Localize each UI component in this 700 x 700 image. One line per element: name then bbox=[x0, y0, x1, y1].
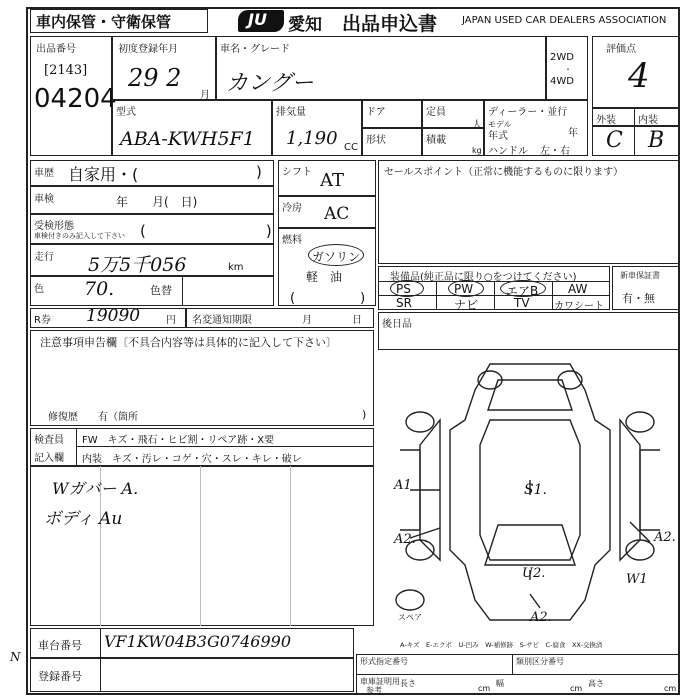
notes-grid-v3 bbox=[290, 466, 291, 626]
note-line-1: Wガバー A. bbox=[52, 479, 139, 498]
sales-point-label: セールスポイント（正常に機能するものに限ります） bbox=[384, 167, 624, 178]
inspector-divider bbox=[76, 428, 77, 466]
color-change-label: 色替 bbox=[150, 284, 172, 297]
notes-grid-v2 bbox=[200, 466, 201, 626]
spec-ref: 参考 bbox=[366, 686, 382, 695]
diag-s1: S1. bbox=[524, 482, 547, 498]
handle-label: ハンドル bbox=[488, 146, 528, 157]
eq-navi: ナビ bbox=[454, 298, 479, 312]
capacity-unit: 人 bbox=[472, 120, 482, 131]
diag-a2-left: A2. bbox=[394, 532, 416, 547]
first-reg-label: 初度登録年月 bbox=[118, 44, 178, 55]
fuel-paren: ( ) bbox=[290, 291, 366, 306]
eq-divider-v2 bbox=[494, 281, 495, 310]
eq-ps-circle bbox=[390, 280, 424, 297]
lot-bracket: [2143] bbox=[44, 63, 88, 78]
ext-int-divider bbox=[634, 108, 635, 156]
fuel-diesel: 軽 油 bbox=[306, 270, 343, 284]
name-change-month: 月 bbox=[302, 315, 312, 326]
load-label: 積載 bbox=[426, 135, 446, 146]
first-reg-unit: 月 bbox=[200, 90, 210, 101]
spec-length-cm: cm bbox=[478, 684, 491, 693]
model-label: 車名・グレード bbox=[220, 44, 290, 55]
spec-length: 長さ bbox=[400, 679, 416, 688]
fuel-label: 燃料 bbox=[282, 235, 302, 246]
inspector-hline bbox=[76, 446, 374, 447]
wd4-label: 4WD bbox=[550, 76, 574, 87]
fw-row: FW キズ・飛石・ヒビ割・リペア跡・X要 bbox=[82, 435, 275, 446]
diag-u2: U2. bbox=[522, 566, 546, 581]
history-label: 車歴 bbox=[34, 168, 54, 179]
eq-tv: TV bbox=[514, 296, 530, 310]
mileage-value: 5万5千056 bbox=[88, 254, 187, 276]
displacement-value: 1,190 bbox=[286, 128, 338, 149]
first-reg-value: 29 2 bbox=[128, 64, 182, 92]
damage-legend: A-キズ E-エクボ U-凹み W-補修跡 S-サビ C-腐食 XX-交換済 bbox=[400, 641, 603, 649]
displacement-label: 排気量 bbox=[276, 107, 306, 118]
note-line-2: ボディ Au bbox=[44, 509, 123, 529]
chassis-label: 車台番号 bbox=[38, 639, 82, 652]
ac-value: AC bbox=[324, 204, 350, 224]
spec-width: 幅 bbox=[496, 679, 504, 688]
load-unit: kg bbox=[472, 146, 482, 155]
diag-a1: A1 bbox=[394, 478, 412, 493]
spare-label: スペア bbox=[398, 613, 422, 622]
assoc-name: JAPAN USED CAR DEALERS ASSOCIATION bbox=[462, 15, 667, 26]
mileage-unit: km bbox=[228, 262, 244, 273]
score-value: 4 bbox=[628, 56, 650, 96]
storage-title: 車内保管・守衛保管 bbox=[36, 13, 172, 31]
handle-lr: 左・右 bbox=[540, 146, 570, 157]
warranty-yesno: 有・無 bbox=[622, 292, 655, 305]
eq-divider-v1 bbox=[436, 281, 437, 310]
model-value: カングー bbox=[226, 71, 314, 96]
fuel-gasoline: ガソリン bbox=[312, 250, 361, 264]
door-label: ドア bbox=[366, 107, 386, 118]
color-label: 色 bbox=[34, 284, 44, 295]
repair-close: ) bbox=[362, 408, 367, 421]
history-close: ) bbox=[256, 163, 262, 181]
score-label: 評価点 bbox=[606, 44, 636, 55]
capacity-label: 定員 bbox=[426, 107, 446, 118]
year-type-label: 年式 bbox=[488, 131, 508, 142]
notes-label: 注意事項申告欄〔不具合内容等は具体的に記入して下さい〕 bbox=[40, 336, 337, 349]
shift-label: シフト bbox=[282, 167, 312, 178]
wd2-label: 2WD bbox=[550, 52, 574, 63]
shift-value: AT bbox=[320, 170, 345, 191]
drive-dot: ・ bbox=[564, 65, 572, 74]
history-value: 自家用・( bbox=[68, 165, 139, 184]
org-name: 愛知 bbox=[288, 15, 322, 35]
rear-seat-cell bbox=[378, 312, 680, 350]
eq-ps: PS bbox=[396, 282, 411, 296]
repair-label: 修復歴 有（箇所 bbox=[48, 412, 138, 423]
diag-a2-right: A2. bbox=[654, 530, 676, 545]
r-ticket-unit: 円 bbox=[166, 315, 176, 326]
spec-proof: 車庫証明用 bbox=[360, 677, 400, 686]
rear-seat-label: 後日品 bbox=[382, 319, 412, 330]
spec-height: 高さ bbox=[588, 679, 604, 688]
form-title: 出品申込書 bbox=[342, 13, 438, 35]
fuel-circle bbox=[308, 244, 364, 266]
name-change-label: 名変通知期限 bbox=[192, 315, 252, 326]
inspector-label: 検査員 bbox=[34, 435, 64, 446]
exterior-label: 外装 bbox=[596, 115, 616, 126]
eq-divider-v3 bbox=[552, 281, 553, 310]
interior-label: 内装 bbox=[638, 115, 658, 126]
katashiki-value: ABA-KWH5F1 bbox=[120, 128, 255, 150]
spec-vline bbox=[512, 654, 513, 674]
interior-row: 内装 キズ・汚レ・コゲ・穴・スレ・キレ・破レ bbox=[82, 454, 302, 465]
warranty-label: 新車保証書 bbox=[620, 271, 660, 280]
reg-divider bbox=[100, 658, 101, 692]
year-unit: 年 bbox=[568, 128, 578, 139]
diag-a2-bottom: A2. bbox=[530, 610, 552, 625]
eq-seat: カワシート bbox=[554, 301, 604, 312]
reception-paren: ( ) bbox=[140, 222, 272, 240]
mileage-label: 走行 bbox=[34, 252, 54, 263]
color-value: 70. bbox=[84, 278, 115, 300]
spec-hline bbox=[356, 674, 680, 675]
reception-label: 受検形態 bbox=[34, 221, 74, 232]
equipment-label: 装備品(純正品に限り○をつけてください) bbox=[390, 272, 577, 283]
side-mark: N bbox=[10, 650, 21, 664]
shape-label: 形状 bbox=[366, 135, 386, 146]
spec-height-cm: cm bbox=[664, 684, 677, 693]
eq-airbag-circle bbox=[500, 280, 546, 297]
eq-aw: AW bbox=[568, 282, 588, 296]
reception-note: 車検付きのみ記入して下さい bbox=[34, 232, 125, 240]
history-cell bbox=[30, 160, 274, 186]
lot-label: 出品番号 bbox=[36, 44, 76, 55]
spec-category: 類別区分番号 bbox=[516, 657, 564, 666]
exterior-grade: C bbox=[606, 128, 623, 153]
eq-sr: SR bbox=[396, 296, 412, 310]
spec-width-cm: cm bbox=[570, 684, 583, 693]
eq-airbag: エアB bbox=[506, 284, 539, 298]
ac-label: 冷房 bbox=[282, 203, 302, 214]
dealer-label: ディーラー・並行 bbox=[488, 107, 568, 118]
diag-w1: W1 bbox=[626, 572, 648, 587]
reg-label: 登録番号 bbox=[38, 670, 82, 683]
spec-model-no: 形式指定番号 bbox=[360, 657, 408, 666]
inspect-ym: 年 月( 日) bbox=[116, 195, 198, 209]
r-ticket-value: 19090 bbox=[86, 306, 141, 326]
chassis-divider bbox=[100, 628, 101, 658]
r-ticket-label: R券 bbox=[34, 315, 51, 326]
katashiki-label: 型式 bbox=[116, 107, 136, 118]
inspect-label: 車検 bbox=[34, 194, 54, 205]
eq-pw: PW bbox=[454, 282, 474, 296]
ju-logo-text: JU bbox=[248, 10, 267, 29]
lot-number: 04204 bbox=[34, 84, 117, 114]
color-divider bbox=[182, 276, 183, 306]
record-label: 記入欄 bbox=[34, 453, 64, 464]
cc-label: CC bbox=[344, 142, 358, 153]
chassis-value: VF1KW04B3G0746990 bbox=[104, 632, 291, 651]
name-change-day: 日 bbox=[352, 315, 362, 326]
interior-grade: B bbox=[648, 128, 665, 153]
eq-pw-circle bbox=[448, 280, 484, 297]
model-year-label: モデル bbox=[488, 120, 512, 129]
